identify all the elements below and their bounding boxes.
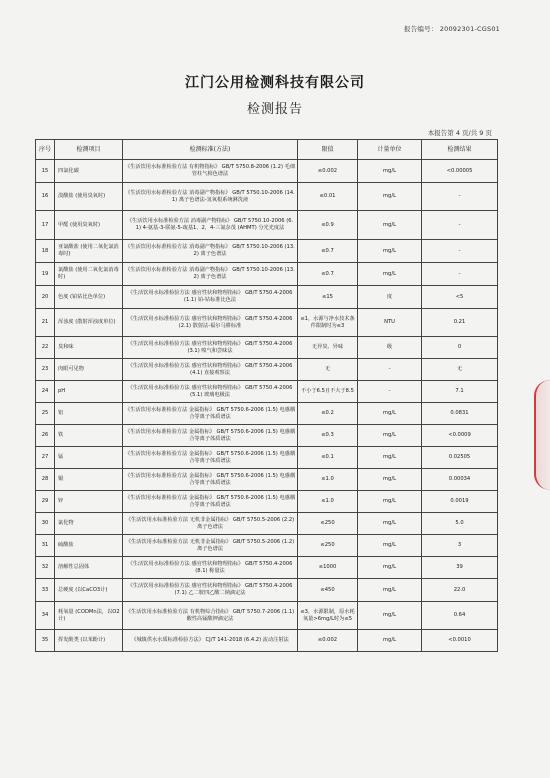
test-result: - [422,240,498,263]
test-item: 溴酸盐 (使用臭氧时) [55,183,123,211]
limit-value: ≤250 [298,513,358,535]
test-item: 肉眼可见物 [55,359,123,381]
test-method: 《生活饮用水标准检验方法 有机物综合指标》 GB/T 5750.7-2006 (1.1) 酸性高锰酸钾滴定法 [123,602,298,630]
test-item: 铁 [55,425,123,447]
table-row [36,425,498,447]
page-info: 本报告第 4 页/共 9 页 [427,129,492,137]
test-item: 氯化物 [55,513,123,535]
limit-value: 不小于6.5且不大于8.5 [298,381,358,403]
unit: mg/L [358,447,422,469]
table-row [36,263,498,286]
test-result: 22.0 [422,579,498,602]
row-number: 17 [36,211,55,240]
test-item: 溶解性总固体 [55,557,123,579]
table-row [36,337,498,359]
test-method: 《生活饮用水标准检验方法 消毒副产物指标》 GB/T 5750.10-2006 (14.1) 离子色谱法-氢氧根系统淋洗液 [123,183,298,211]
test-method: 《生活饮用水标准检验方法 有机物指标》 GB/T 5750.8-2006 (1.2) 毛细管柱气相色谱法 [123,160,298,183]
row-number: 23 [36,359,55,381]
table-row [36,447,498,469]
limit-value: ≤0.01 [298,183,358,211]
test-result: 0.21 [422,309,498,337]
test-result: - [422,211,498,240]
row-number: 22 [36,337,55,359]
row-number: 24 [36,381,55,403]
test-result: - [422,263,498,286]
test-result: 0.64 [422,602,498,630]
limit-value: ≤0.3 [298,425,358,447]
limit-value: ≤0.002 [298,630,358,652]
limit-value: 无异臭、异味 [298,337,358,359]
row-number: 29 [36,491,55,513]
table-row [36,240,498,263]
test-result: <0.0010 [422,630,498,652]
test-method: 《生活饮用水标准检验方法 感官性状和物理指标》 GB/T 5750.4-2006 (7.1) 乙二胺四乙酸二钠滴定法 [123,579,298,602]
test-method: 《生活饮用水标准检验方法 金属指标》 GB/T 5750.6-2006 (1.5) 电感耦合等离子体质谱法 [123,425,298,447]
limit-value: ≤0.7 [298,240,358,263]
unit: - [358,381,422,403]
test-result: - [422,183,498,211]
table-row [36,286,498,309]
unit: mg/L [358,240,422,263]
table-row [36,557,498,579]
limit-value: ≤1.0 [298,469,358,491]
limit-value: ≤0.1 [298,447,358,469]
test-item: 总硬度 (以CaCO3计) [55,579,123,602]
table-row [36,469,498,491]
table-row [36,602,498,630]
row-number: 34 [36,602,55,630]
row-number: 31 [36,535,55,557]
report-number: 报告编号： 20092301-CGS01 [404,25,500,33]
col-header-no: 序号 [36,140,55,160]
test-item: 甲醛 (使用臭氧时) [55,211,123,240]
table-row [36,403,498,425]
test-item: 硫酸盐 [55,535,123,557]
unit: mg/L [358,557,422,579]
test-item: 氯酸盐 (使用二氧化氯消毒时) [55,263,123,286]
test-item: 臭和味 [55,337,123,359]
unit: mg/L [358,630,422,652]
test-result: 0.0831 [422,403,498,425]
unit: mg/L [358,263,422,286]
test-result: 5.0 [422,513,498,535]
table-row [36,381,498,403]
test-method: 《生活饮用水标准检验方法 感官性状和物理指标》 GB/T 5750.4-2006 (8.1) 称量法 [123,557,298,579]
row-number: 27 [36,447,55,469]
table-row [36,183,498,211]
limit-value: ≤1000 [298,557,358,579]
test-result: 39 [422,557,498,579]
test-result: 7.1 [422,381,498,403]
limit-value: ≤0.7 [298,263,358,286]
test-method: 《生活饮用水标准检验方法 金属指标》 GB/T 5750.6-2006 (1.5) 电感耦合等离子体质谱法 [123,403,298,425]
test-method: 《生活饮用水标准检验方法 金属指标》 GB/T 5750.6-2006 (1.5) 电感耦合等离子体质谱法 [123,469,298,491]
test-item: 四氯化碳 [55,160,123,183]
row-number: 20 [36,286,55,309]
test-method: 《生活饮用水标准检验方法 感官性状和物理指标》 GB/T 5750.4-2006 (5.1) 玻璃电极法 [123,381,298,403]
unit: NTU [358,309,422,337]
unit: mg/L [358,469,422,491]
row-number: 15 [36,160,55,183]
row-number: 28 [36,469,55,491]
table-row [36,630,498,652]
table-row [36,579,498,602]
row-number: 32 [36,557,55,579]
row-number: 35 [36,630,55,652]
row-number: 19 [36,263,55,286]
row-number: 16 [36,183,55,211]
test-method: 《生活饮用水标准检验方法 感官性状和物理指标》 GB/T 5750.4-2006 (2.1) 散射法-福尔马肼标准 [123,309,298,337]
test-results-table [35,139,498,652]
limit-value: 无 [298,359,358,381]
table-row [36,491,498,513]
limit-value: ≤450 [298,579,358,602]
test-item: 浑浊度 (散射浑浊度单位) [55,309,123,337]
unit: mg/L [358,183,422,211]
test-result: 0 [422,337,498,359]
test-method: 《生活饮用水标准检验方法 无机非金属指标》 GB/T 5750.5-2006 (2.2) 离子色谱法 [123,513,298,535]
document-title: 检测报告 [246,102,303,117]
unit: mg/L [358,491,422,513]
unit: mg/L [358,579,422,602]
row-number: 33 [36,579,55,602]
row-number: 18 [36,240,55,263]
test-result: <0.0009 [422,425,498,447]
limit-value: ≤15 [298,286,358,309]
test-result: 无 [422,359,498,381]
test-result: 0.00034 [422,469,498,491]
unit: mg/L [358,211,422,240]
row-number: 21 [36,309,55,337]
test-result: <0.00005 [422,160,498,183]
limit-value: ≤3，水源限制，原水耗氧量>6mg/L时为≤5 [298,602,358,630]
table-row [36,513,498,535]
test-method: 《生活饮用水标准检验方法 消毒副产物指标》 GB/T 5750.10-2006 (13.2) 离子色谱法 [123,240,298,263]
table-row [36,309,498,337]
row-number: 26 [36,425,55,447]
limit-value: ≤0.9 [298,211,358,240]
table-row [36,535,498,557]
test-method: 《生活饮用水标准检验方法 金属指标》 GB/T 5750.6-2006 (1.5) 电感耦合等离子体质谱法 [123,447,298,469]
test-method: 《生活饮用水标准检验方法 金属指标》 GB/T 5750.6-2006 (1.5) 电感耦合等离子体质谱法 [123,491,298,513]
test-method: 《生活饮用水标准检验方法 消毒副产物指标》 GB/T 5750.10-2006 (13.2) 离子色谱法 [123,263,298,286]
col-header-method: 检测标准(方法) [123,140,298,160]
test-method: 《生活饮用水标准检验方法 感官性状和物理指标》 GB/T 5750.4-2006 (1.1) 铂-钴标准比色法 [123,286,298,309]
col-header-result: 检测结果 [422,140,498,160]
red-seal-stamp [534,380,550,490]
unit: mg/L [358,425,422,447]
limit-value: ≤1.0 [298,491,358,513]
limit-value: ≤1，水源与净水技术条件限制时为≤3 [298,309,358,337]
test-item: 锰 [55,447,123,469]
limit-value: ≤0.002 [298,160,358,183]
unit: 度 [358,286,422,309]
test-item: 铝 [55,403,123,425]
test-result: 0.0019 [422,491,498,513]
col-header-limit: 限值 [298,140,358,160]
test-result: 3 [422,535,498,557]
test-method: 《生活饮用水标准检验方法 消毒副产物指标》 GB/T 5750.10-2006 (6.1) 4-氨基-3-联氨-5-巯基1，2，4-三氮杂茂 (AHMT) 分光光度法 [123,211,298,240]
unit: mg/L [358,602,422,630]
row-number: 30 [36,513,55,535]
col-header-item: 检测项目 [55,140,123,160]
limit-value: ≤0.2 [298,403,358,425]
col-header-unit: 计量单位 [358,140,422,160]
test-item: 耗氧量 (CODMn法，以O2计) [55,602,123,630]
test-method: 《生活饮用水标准检验方法 感官性状和物理指标》 GB/T 5750.4-2006 (4.1) 直接观察法 [123,359,298,381]
table-row [36,211,498,240]
limit-value: ≤250 [298,535,358,557]
test-item: 亚氯酸盐 (使用二氧化氯消毒时) [55,240,123,263]
table-row [36,359,498,381]
unit: - [358,359,422,381]
row-number: 25 [36,403,55,425]
test-item: 色度 (铂钴比色单位) [55,286,123,309]
test-result: 0.02505 [422,447,498,469]
test-item: 铜 [55,469,123,491]
test-result: <5 [422,286,498,309]
test-method: 《生活饮用水标准检验方法 无机非金属指标》 GB/T 5750.5-2006 (1.2) 离子色谱法 [123,535,298,557]
unit: mg/L [358,535,422,557]
test-item: 挥发酚类 (以苯酚计) [55,630,123,652]
unit: 级 [358,337,422,359]
test-method: 《生活饮用水标准检验方法 感官性状和物理指标》 GB/T 5750.4-2006 (3.1) 嗅气和尝味法 [123,337,298,359]
unit: mg/L [358,160,422,183]
table-header-row [36,140,498,160]
unit: mg/L [358,403,422,425]
test-item: 锌 [55,491,123,513]
test-item: pH [55,381,123,403]
table-row [36,160,498,183]
test-method: 《城镇供水水质标准检验方法》 CJ/T 141-2018 (6.4.2) 流动注射法 [123,630,298,652]
company-name: 江门公用检测科技有限公司 [185,75,365,91]
unit: mg/L [358,513,422,535]
